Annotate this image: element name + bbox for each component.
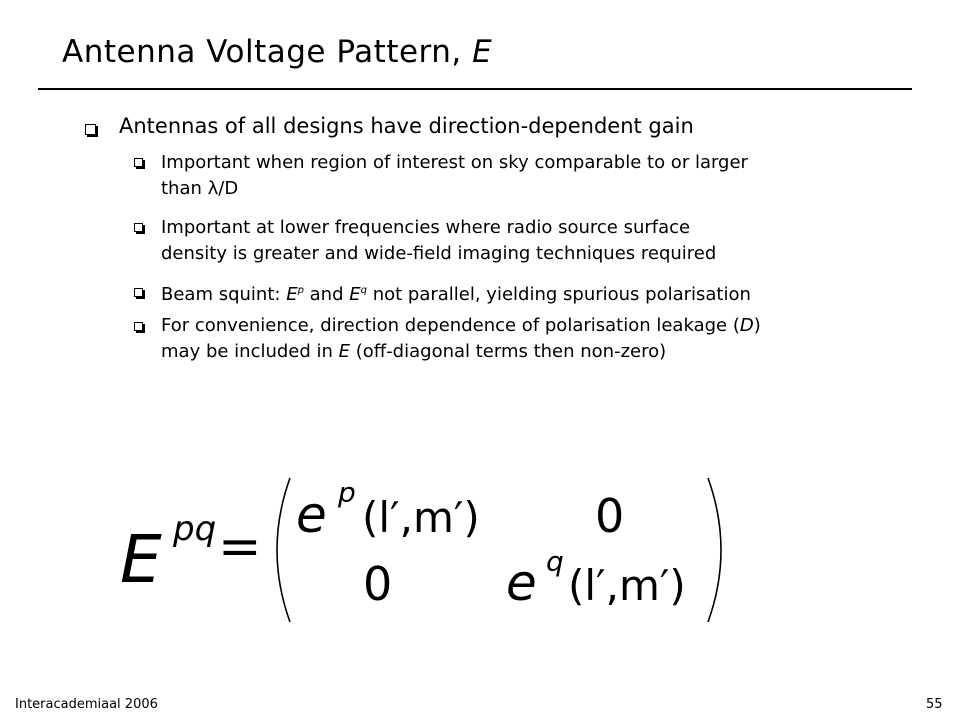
sub-bullet-1-line1: Important when region of interest on sky comparable to or larger [161, 152, 748, 173]
sub-bullet-1-pre: than [161, 178, 208, 199]
superscript-p: p [297, 285, 304, 296]
bullet-marker-4 [134, 322, 143, 331]
lambda-symbol: λ [207, 178, 219, 199]
sub-bullet-2 [161, 215, 716, 267]
sub-bullet-2-line1: Important at lower frequencies where radio source surface [161, 217, 691, 238]
matrix-e-p-superscript: p [338, 476, 356, 509]
symbol-E: E [349, 284, 361, 305]
sub-bullet-2-line2: density is greater and wide-field imaging techniques required [161, 243, 717, 264]
sub-bullet-4 [161, 313, 761, 365]
sub-bullet-1-line2 [161, 176, 748, 202]
bullet-main-text: Antennas of all designs have direction-dependent gain [119, 114, 694, 138]
footer-left: Interacademiaal 2006 [15, 697, 158, 712]
title-text: Antenna Voltage Pattern, [62, 34, 473, 70]
left-paren [277, 478, 290, 622]
superscript-q: q [360, 285, 367, 296]
matrix-e-p-args: (l′,m′) [362, 493, 480, 542]
sub-bullet-1 [161, 150, 748, 202]
sub-bullet-4-line2-post: (off-diagonal terms then non-zero) [350, 341, 667, 362]
page-number: 55 [926, 697, 943, 712]
title-divider [38, 88, 912, 90]
sub-bullet-4-line2-pre: may be included in [161, 341, 339, 362]
bullet-marker-2 [134, 223, 143, 232]
symbol-E: E [286, 284, 298, 305]
sub-bullet-3-and: and [303, 284, 350, 305]
bullet-marker-1 [134, 158, 143, 167]
bullet-main [119, 114, 694, 138]
sub-bullet-4-pre: For convenience, direction dependence of polarisation leakage ( [161, 315, 740, 336]
sub-bullet-3 [161, 278, 751, 308]
sub-bullet-4-line2 [161, 339, 761, 365]
equals-sign: = [218, 517, 262, 577]
symbol-E: E [338, 341, 351, 362]
matrix-e-q-args: (l′,m′) [568, 561, 686, 610]
equation-lhs-superscript: pq [173, 509, 217, 549]
slide-title [62, 34, 492, 70]
sub-bullet-1-post: /D [218, 178, 239, 199]
sub-bullet-4-line1 [161, 313, 761, 339]
sub-bullet-3-pre: Beam squint: [161, 284, 287, 305]
matrix-e-q-superscript: q [546, 545, 564, 578]
bullet-marker-3 [134, 288, 143, 297]
matrix-equation [118, 470, 738, 630]
sub-bullet-4-post: ) [753, 315, 761, 336]
matrix-e-q: e [506, 554, 537, 612]
symbol-D: D [739, 315, 754, 336]
right-paren [708, 478, 721, 622]
matrix-zero-21: 0 [363, 557, 393, 611]
title-symbol: E [472, 34, 493, 70]
bullet-marker-main [85, 124, 96, 135]
matrix-e-p: e [296, 486, 327, 544]
matrix-zero-12: 0 [595, 489, 625, 543]
equation-lhs-E: E [120, 521, 162, 598]
sub-bullet-3-post: not parallel, yielding spurious polarisation [366, 284, 751, 305]
